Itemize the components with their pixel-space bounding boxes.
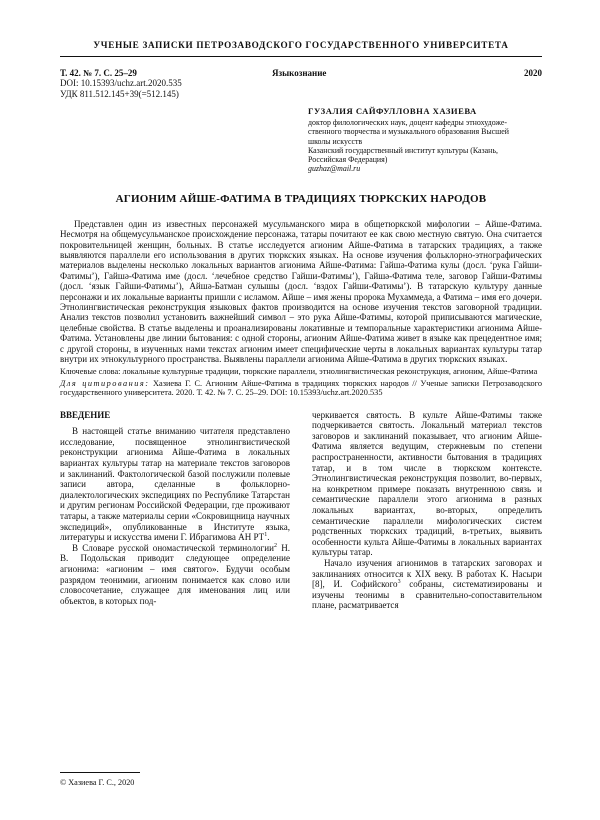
footnote-ref-1[interactable]: 1: [264, 532, 268, 539]
right-column: [312, 410, 542, 611]
volume-info: Т. 42. № 7. С. 25–29: [60, 68, 137, 78]
left-paragraph-2: [60, 543, 290, 607]
keywords-text: локальные культурные традиции, тюркские параллели, этнолингвистическая реконструкция, агионим, Айше-Фатима: [122, 367, 538, 377]
right-p2-text-a: Начало изучения агионимов в татарских заговорах и заклинаниях относится к XIX веку. В работах К. Насыри [8], И. Софийского: [312, 558, 542, 590]
citation: [60, 379, 542, 398]
article-page: [60, 40, 543, 787]
author-degree-2: ственного творчества и музыкального образования Высшей: [308, 127, 509, 137]
issue-meta-row: [60, 68, 542, 78]
footnote-rule: [60, 772, 140, 773]
body-columns: [60, 410, 542, 611]
keywords-label: Ключевые слова:: [60, 367, 121, 377]
footnote-ref-2[interactable]: 2: [273, 542, 277, 549]
article-title: АГИОНИМ АЙШЕ-ФАТИМА В ТРАДИЦИЯХ ТЮРКСКИХ НАРОДОВ: [115, 192, 487, 205]
right-paragraph-1: черкивается святость. В культе Айше-Фатимы также подчеркивается святость. Локальный материал текстов заговоров и заклинаний показывает, что агионим Айше-Фатима является ведущим, стержневым по степени распространенности, активности бытования в традициях татар, и в том числе в тюркском контексте. Этнолингвистическая реконструкция позволит, во-первых, на конкретном примере показать внутреннюю связь и семантические параллели этого агионима в разных локальных вариантах, во-вторых, определить семантические параллели мифологических систем родственных тюркских традиций, в-третьих, выявить особенности культа Айше-Фатимы в локальных вариантах культуры татар.: [312, 409, 542, 558]
left-p1-text: В настоящей статье вниманию читателя представлено исследование, посвященное этнолингвистической реконструкции агионима Айше-Фатима в локальных вариантах культуры татар на материале текстов заговоров и заклинаний. Фактологической базой послужили полевые записи автора, сделанные в фольклорно-диалектологических экспедициях по Республике Татарстан и другим регионам Российской Федерации, где проживают татары, а также материалы серии «Сокровищница научных экспедиций», опубликованные в Институте языка, литературы и искусства имени Г. Ибрагимова АН РТ: [60, 426, 290, 543]
author-institute-2: Российская Федерация): [308, 155, 388, 165]
author-degree: доктор филологических наук, доцент кафедры этнохудоже-: [308, 118, 507, 127]
author-email[interactable]: guzhaz@mail.ru: [308, 164, 361, 174]
author-block: [308, 106, 542, 174]
right-p2-text-b: собраны, систематизированы и изучены теонимы в сравнительно-сопоставительном плане, расматривается: [312, 579, 542, 611]
journal-title: УЧЕНЫЕ ЗАПИСКИ ПЕТРОЗАВОДСКОГО ГОСУДАРСТВЕННОГО УНИВЕРСИТЕТА: [93, 40, 509, 50]
right-paragraph-2: [312, 558, 542, 611]
left-column: [60, 410, 290, 611]
left-p2-text-b: Н. В. Подольская приводит следующее определение агионима: «агионим – имя святого». Будучи особым разрядом теонимии, агионим понимается как слово или словосочетание, служащее для именования лиц или объектов, в которых под-: [60, 542, 291, 606]
copyright: © Хазиева Г. С., 2020: [60, 778, 135, 787]
author-name: ГУЗАЛИЯ САЙФУЛЛОВНА ХАЗИЕВА: [308, 106, 477, 116]
left-p2-text-a: В Словаре русской ономастической терминологии: [72, 542, 274, 553]
intro-heading: ВВЕДЕНИЕ: [60, 409, 111, 420]
keywords: [60, 367, 542, 376]
year: 2020: [524, 68, 542, 78]
header-rule: [60, 56, 542, 57]
abstract: Представлен один из известных персонажей мусульманского мира в общетюркской мифологии – Айше-Фатима. Несмотря на общемусульманское происхождение персонажа, татары почитают ее как свою местную святую. Она считается покровительницей женщин, больных. В статье исследуется агионим Айше-Фатима в татарских традициях, а также выявляются параллели его использования в других тюркских языках. На основе изучения фольклорно-этнографических материалов выделены несколько локальных вариантов агионима Айше-Фатима: Гайшә-Фатима кулы (досл. ‘рука Гайши-Фатимы’), Гайшә-Фатима име (досл. ‘лечебное средство Гайши-Фатимы’), Гайшә-Фатима теле, заговор Гайши-Фатимы (досл. ‘язык Гайши-Фатимы’), Айшә-Батман сулышы (досл. ‘вздох Гайши-Фатимы’). В татарскую культуру данные персонажи и их локальные варианты пришли с исламом. Айше – имя жены пророка Мухаммеда, а Фатима – имя его дочери. Этнолингвистическая реконструкция языковых фактов производится на основе изучения текстов заговорной традиции. Анализ текстов позволил установить важнейший символ – это рука Айше-Фатимы, которой приписываются магические, целебные свойства. В статье выделены и проанализированы локативные и темпоральные характеристики агионима Айше-Фатима. Установлены две линии бытования: с одной стороны, агионим Айше-Фатима живет в языке как прецедентное имя; с другой стороны, в изученных нами текстах агионим имеет специфические черты в локальных вариантах культуры татар внутри их этнокультурного пространства. Выявлены параллели агионима Айше-Фатима в других тюркских языках.: [60, 218, 542, 365]
udk: УДК 811.512.145+39(=512.145): [60, 89, 179, 99]
section-name: Языкознание: [272, 68, 327, 78]
footnote-ref-3[interactable]: 3: [397, 579, 401, 586]
doi: DOI: 10.15393/uchz.art.2020.535: [60, 78, 182, 88]
citation-text: Хазиева Г. С. Агионим Айше-Фатима в традициях тюркских народов // Ученые записки Петрозаводского государственного университета. 2020. Т. 42. № 7. С. 25–29. DOI: 10.15393/uchz.art.2020.535: [60, 378, 543, 398]
left-paragraph-1: В настоящей статье вниманию читателя представлено исследование, посвященное этнолингвистической реконструкции агионима Айше-Фатима в локальных вариантах культуры татар на материале текстов заговоров и заклинаний. Фактологической базой послужили полевые записи автора, сделанные в фольклорно-диалектологических экспедициях по Республике Татарстан и другим регионам Российской Федерации, где проживают татары, а также материалы серии «Сокровищница научных экспедиций», опубликованные в Институте языка, литературы и искусства имени Г. Ибрагимова АН $РТ^1$.: [60, 426, 290, 543]
author-institute: Казанский государственный институт культуры (Казань,: [308, 145, 498, 155]
author-degree-3: школы искусств: [308, 136, 363, 146]
citation-label: Для цитирования:: [60, 378, 150, 388]
